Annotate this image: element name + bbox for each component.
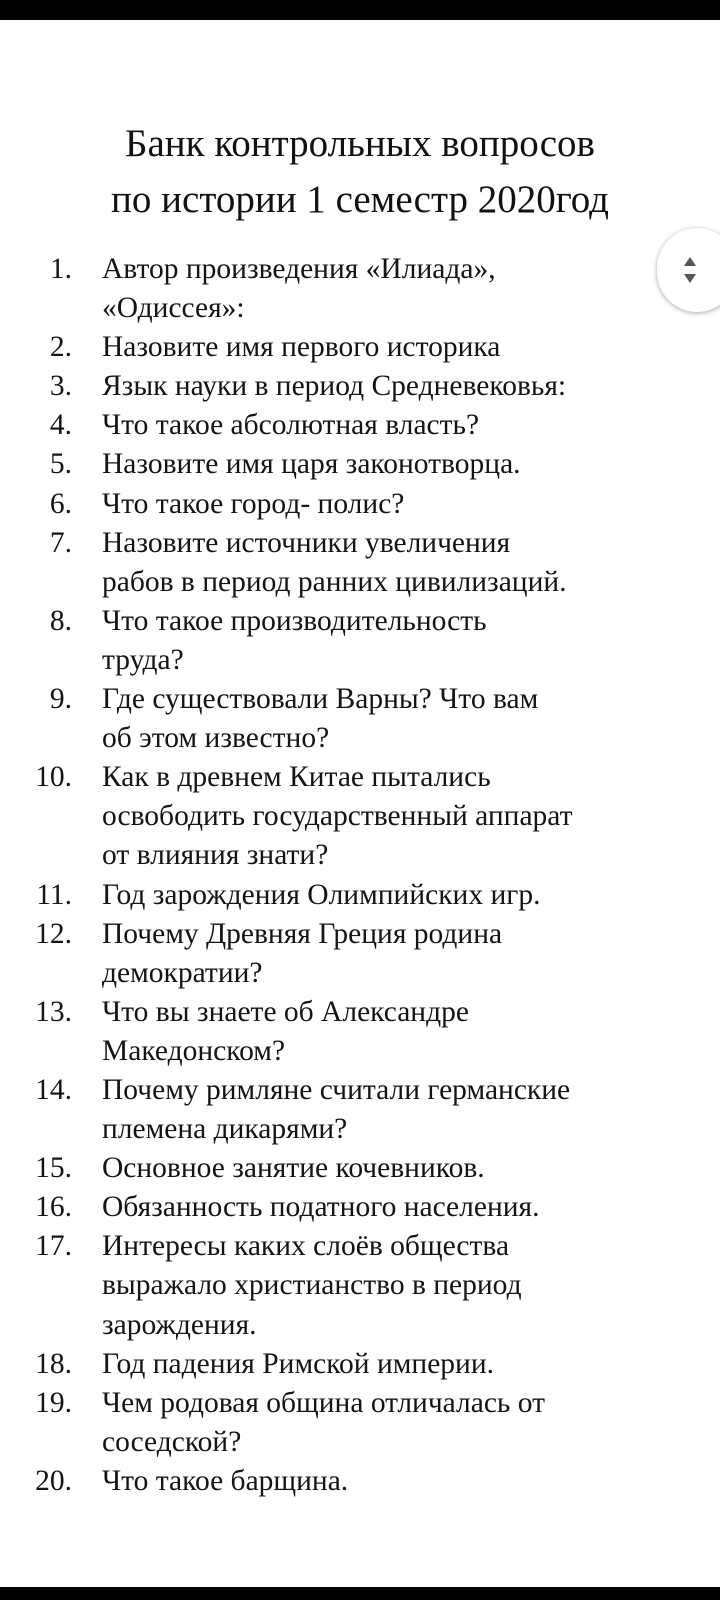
up-down-arrows-icon <box>681 253 699 287</box>
question-item <box>0 1345 720 1384</box>
question-item <box>0 1227 720 1344</box>
question-item <box>0 876 720 915</box>
question-number: 4. <box>49 409 72 442</box>
question-text: Чем родовая община отличалась от соседской? <box>102 1386 546 1458</box>
question-text: Год падения Римской империи. <box>102 1347 494 1380</box>
question-number: 12. <box>35 917 72 950</box>
question-text: Почему Древняя Греция родина демократии? <box>102 917 503 989</box>
title-line-1: Банк контрольных вопросов <box>125 122 595 165</box>
question-item <box>0 524 720 602</box>
question-text: Назовите источники увеличения рабов в период ранних цивилизаций. <box>102 526 567 598</box>
question-number: 7. <box>49 526 72 559</box>
question-text: Что вы знаете об Александре Македонском? <box>102 995 469 1067</box>
question-text: Год зарождения Олимпийских игр. <box>102 878 541 911</box>
question-number: 9. <box>49 683 72 716</box>
question-text: Обязанность податного населения. <box>102 1191 540 1224</box>
question-number: 13. <box>35 995 72 1028</box>
question-item <box>0 1462 720 1501</box>
question-number: 8. <box>49 604 72 637</box>
question-text: Автор произведения «Илиада», «Одиссея»: <box>102 253 496 325</box>
question-text: Почему римляне считали германские племена дикарями? <box>102 1073 571 1146</box>
question-number: 10. <box>35 761 72 794</box>
status-bar <box>0 0 720 20</box>
question-item <box>0 915 720 993</box>
question-text: Как в древнем Китае пытались освободить государственный аппарат от влияния знати? <box>102 761 573 872</box>
question-item <box>0 680 720 758</box>
question-number: 15. <box>35 1152 72 1185</box>
question-number: 1. <box>49 253 72 285</box>
question-number: 18. <box>35 1347 72 1380</box>
question-text: Назовите имя царя законотворца. <box>102 448 521 481</box>
question-text: Основное занятие кочевников. <box>102 1152 485 1185</box>
question-number: 16. <box>35 1191 72 1224</box>
question-number: 6. <box>49 487 72 520</box>
question-number: 19. <box>35 1386 72 1419</box>
question-item <box>0 485 720 524</box>
question-list <box>0 250 720 1501</box>
question-item <box>0 406 720 445</box>
question-item <box>0 993 720 1071</box>
question-text: Что такое город- полис? <box>102 487 405 520</box>
question-item <box>0 367 720 406</box>
question-item <box>0 250 720 328</box>
question-item <box>0 602 720 680</box>
question-item <box>0 1149 720 1188</box>
question-item <box>0 1384 720 1462</box>
question-number: 2. <box>49 331 72 364</box>
question-text: Назовите имя первого историка <box>102 331 501 364</box>
navigation-bar <box>0 1587 720 1600</box>
question-number: 5. <box>49 448 72 481</box>
question-number: 14. <box>35 1073 72 1106</box>
question-number: 3. <box>49 370 72 403</box>
question-text: Что такое производительность труда? <box>102 604 487 676</box>
question-text: Что такое барщина. <box>102 1464 349 1497</box>
question-text: Что такое абсолютная власть? <box>102 409 480 442</box>
question-text: Где существовали Варны? Что вам об этом известно? <box>102 683 539 755</box>
question-number: 11. <box>36 878 72 911</box>
document-title <box>0 116 720 228</box>
question-item <box>0 445 720 484</box>
question-item <box>0 1071 720 1149</box>
question-text: Интересы каких слоёв общества выражало христианство в период зарождения. <box>102 1230 522 1341</box>
question-item <box>0 328 720 367</box>
question-number: 20. <box>35 1464 72 1497</box>
title-line-2: по истории 1 семестр 2020год <box>111 178 609 221</box>
question-number: 17. <box>35 1230 72 1263</box>
question-item <box>0 758 720 875</box>
question-text: Язык науки в период Средневековья: <box>102 370 567 403</box>
question-item <box>0 1188 720 1227</box>
